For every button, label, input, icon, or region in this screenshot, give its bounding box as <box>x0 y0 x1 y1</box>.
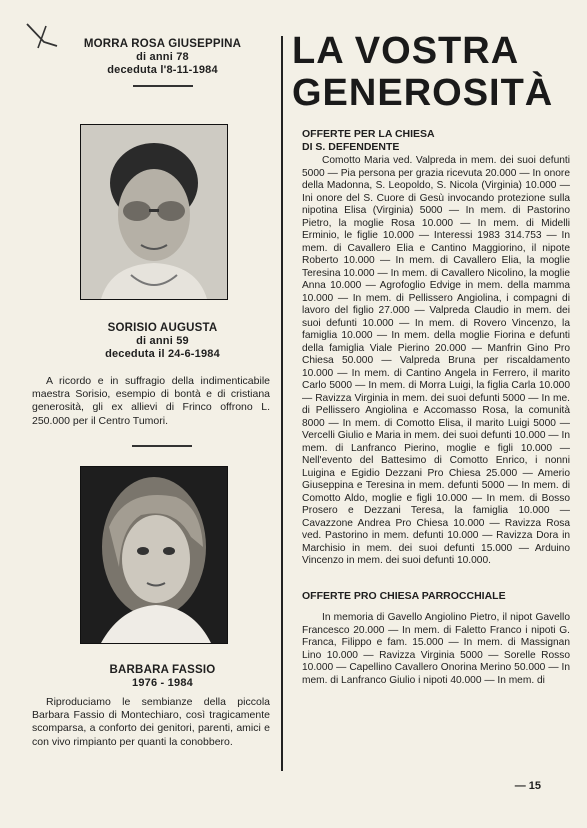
obituary-sorisio-header <box>60 322 265 361</box>
page-title-line1: LA VOSTRA <box>292 30 520 72</box>
right-column <box>292 30 572 687</box>
portrait-photo-sorisio <box>80 124 228 300</box>
obituary-morra-header <box>60 38 265 87</box>
obituary-fassio-text: Riproduciamo le sembianze della piccola Barbara Fassio di Montechiaro, così tragicamente scomparsa, a conforto dei genitori, parenti, amici e con vivo rimpianto per quanti la conobbero. <box>32 696 270 748</box>
column-divider <box>281 36 283 771</box>
portrait-photo-fassio <box>80 466 228 644</box>
section-text-chiesa-parrocchiale: In memoria di Gavello Angiolino Pietro, il nipot Gavello Francesco 20.000 — In mem. di Faletto Franco i nipoti G. Franca, Filippo e fam. 15.000 — In mem. di Massignan Lino 10.000 — Ravizza Virginia 5000 — Sorelle Rosso 10.000 — Capellino Cavallero Onorina Merino 50.000 — In mem. di Lanfranco Giulio i nipoti 40.000 — In mem. di <box>302 612 570 686</box>
obituary-date: deceduta il 24-6-1984 <box>105 348 220 360</box>
page-title-line2: GENEROSITÀ <box>292 72 554 114</box>
divider <box>133 85 193 87</box>
handwritten-mark-icon <box>24 20 60 50</box>
page-title <box>292 30 572 114</box>
section-title-line1: OFFERTE PER LA CHIESA <box>302 128 435 140</box>
section-title-chiesa-parrocchiale: OFFERTE PRO CHIESA PARROCCHIALE <box>302 589 506 602</box>
section-text-s-defendente: Comotto Maria ved. Valpreda in mem. dei suoi defunti 5000 — Pia persona per grazia ricevuta 20.000 — In onore della Madonna, S. Leopoldo, S. Nicola (Virginia) 10.000 — Ini onore del S. Cuore di Gesù invocando protezione sulla nipotina Elisa (Virginia) 5000 — In mem. di Pastorino Pietro, la moglie Rosa 10.000 — In mem. di Midelli Erminio, le figlie 10.000 — Interessi 1983 314.753 — In mem. di Cavallero Elia e Cantino Maggiorino, il nipote Roberto 10.000 — In mem. di Cavallero Elia, la moglie Teresina 10.000 — In mem. di Cavallero Nicolino, la moglie Anna 10.000 — Agrofoglio Edvige in mem. della mamma 10.000 — In mem. di Pellissero Angiolina, i compagni di lavoro del figlio 27.000 — Valpreda Claudio in mem. dei suoi defunti 10.000 — In mem. di Rovero Vincenzo, la famiglia 10.000 — In mem. della moglie Fiorina e defunti della famiglia Viale Pierino 20.000 — Manfrin Gino Pro Chiesa 50.000 — Valpreda Bruna per riscaldamento 10.000 — In mem. di Cantino Angela in Ferrero, il marito Carlo 5000 — In mem. di Morra Luigi, la figlia Carla 10.000 — Ravizza Virginia in mem. dei suoi defunti 5000 — In me. di Pellissero Angiolina e Accomasso Rosa, la comunità 8000 — In mem. di Comotto Elisa, il marito Luigi 5000 — Vercelli Giulio e Maria in mem. dei suoi defunti 10.000 — In mem. di Lanfranco Pierino, moglie e figli 10.000 — Nell'evento del Battesimo di Comotto Enrico, i nonni Luigina e Egidio Dezzani Pro Chiesa 25.000 — Amerio Giuseppina e Teresina in mem. defunti 5000 — In mem. di Comotto Aldo, moglie e figli 10.000 — In mem. di Bosso Prosero e Dezzani Teresa, la famiglia 10.000 — Cavazzone Andrea Pro Chiesa 10.000 — Ravizza Rosa ved. Pastorino in mem. defunti 10.000 — Ravizza Dora in Marchisio in mem. dei suoi defunti 15.000 — Arduino Vincenzo in mem. dei suoi defunti 10.000. <box>302 155 570 566</box>
obituary-name: BARBARA FASSIO <box>109 664 216 676</box>
section-title-line2: DI S. DEFENDENTE <box>302 140 400 153</box>
section-title-s-defendente <box>302 128 572 153</box>
obituary-sorisio-text: A ricordo e in suffragio della indimenticabile maestra Sorisio, esempio di bontà e di cristiana generosità, gli ex allievi di Frinco offrono L. 250.000 per il Centro Tumori. <box>32 375 270 427</box>
page-number: — 15 <box>514 780 541 792</box>
obituary-years: 1976 - 1984 <box>132 677 193 689</box>
obituary-name: SORISIO AUGUSTA <box>107 322 218 334</box>
divider <box>132 445 192 447</box>
obituary-name: MORRA ROSA GIUSEPPINA <box>83 38 242 50</box>
obituary-date: deceduta l'8-11-1984 <box>107 64 218 76</box>
obituary-fassio-header <box>60 664 265 690</box>
obituary-age: di anni 59 <box>136 335 189 347</box>
obituary-age: di anni 78 <box>136 51 189 63</box>
